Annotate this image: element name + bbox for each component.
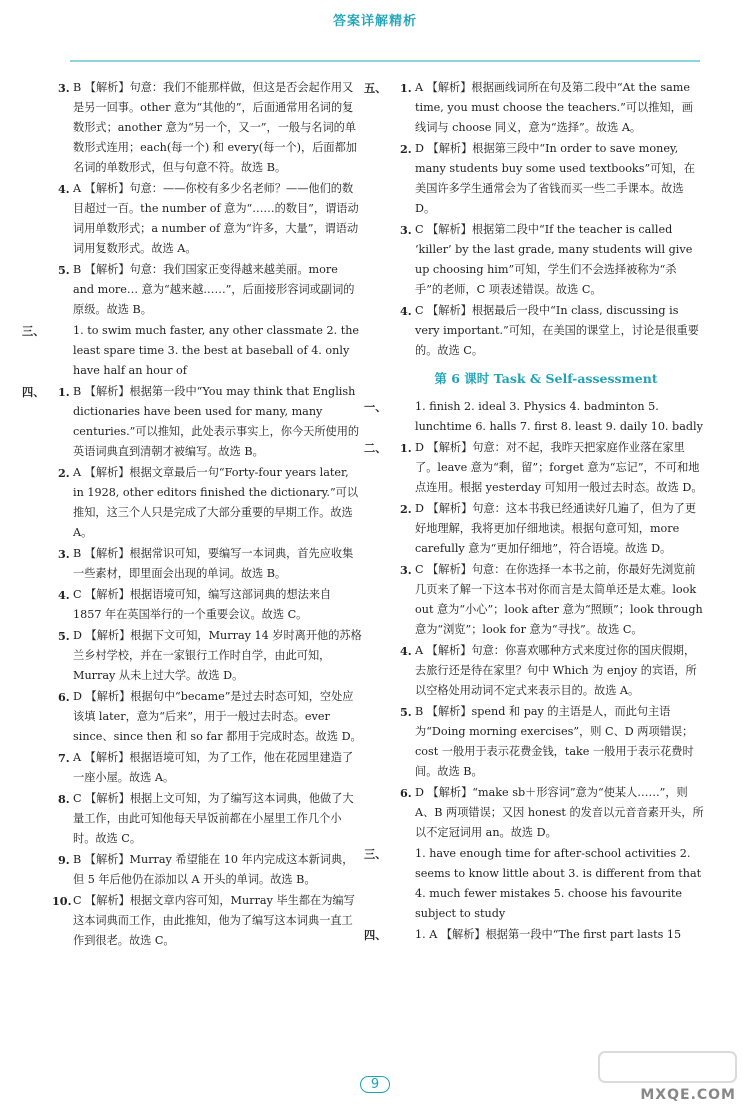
lesson-title: 第 6 课时 Task & Self-assessment bbox=[434, 371, 658, 386]
answer-item: 5. B 【解析】句意：我们国家正变得越来越美丽。more and more… 意为“越来越……”，后面接形容词或副词的原级。故选 B。 bbox=[58, 263, 355, 316]
right-column bbox=[364, 78, 704, 946]
header-divider bbox=[70, 60, 700, 62]
answer-item: 2. D 【解析】根据第三段中“In order to save money, many students buy some used textbooks”可知，在美国许多学生通常会为了省钱而买一些二手课本。故选 D。 bbox=[400, 142, 695, 215]
header-title: 答案详解精析 bbox=[332, 14, 417, 29]
answer-item: 2. D 【解析】句意：这本书我已经通读好几遍了，但为了更好地理解，我将更加仔细地读。根据句意可知，more carefully 意为“更加仔细地”，符合语境。故选 D。 bbox=[400, 502, 697, 555]
answer-item: 4. A 【解析】句意：你喜欢哪种方式来度过你的国庆假期，去旅行还是待在家里？句中 Which 为 enjoy 的宾语，所以空格处用动词不定式来表示目的。故选 A。 bbox=[400, 644, 697, 697]
section-four: 四、 1. A 【解析】根据第一段中“The first part lasts 15 bbox=[388, 925, 704, 945]
page-header bbox=[0, 0, 750, 70]
page-number: 9 bbox=[0, 1073, 750, 1093]
answer-item: 10. C 【解析】根据文章内容可知，Murray 毕生都在为编写这本词典而工作，由此推知，他为了编写这本词典一直工作到很老。故选 C。 bbox=[52, 894, 355, 947]
answer-item: 9. B 【解析】Murray 希望能在 10 年内完成这本新词典，但 5 年后他仍在添加以 A 开头的单词。故选 B。 bbox=[58, 853, 354, 886]
answer-item: 5. D 【解析】根据下文可知，Murray 14 岁时离开他的苏格兰乡村学校，并在一家银行工作时自学，由此可知，Murray 从未上过大学。故选 D。 bbox=[58, 629, 362, 682]
section-label: 三、 bbox=[22, 324, 45, 338]
section-three: 三、 1. to swim much faster, any other classmate 2. the least spare time 3. the best at baseball of 4. only have half an hour of bbox=[46, 321, 362, 381]
section-label: 五、 bbox=[364, 81, 387, 95]
answer-item: 五、 1. A 【解析】根据画线词所在句及第二段中“At the same time, you must choose the teachers.”可以推知，画线词与 choose 同义，意为“选择”。故选 A。 bbox=[388, 78, 704, 138]
section-one: 一、 1. finish 2. ideal 3. Physics 4. badminton 5. lunchtime 6. halls 7. first 8. least 9. daily 10. badly bbox=[388, 397, 704, 437]
section-label: 四、 bbox=[22, 385, 45, 399]
section-label: 三、 bbox=[364, 847, 387, 861]
answer-item: 3. C 【解析】句意：在你选择一本书之前，你最好先浏览前几页来了解一下这本书对你而言是太简单还是太难。look out 意为“小心”；look after 意为“照顾”；look through 意为“浏览”；look for 意为“寻找”。故选 C。 bbox=[400, 563, 703, 636]
answer-item: 7. A 【解析】根据语境可知，为了工作，他在花园里建造了一座小屋。故选 A。 bbox=[58, 751, 354, 784]
answer-item: 四、 1. B 【解析】根据第一段中“You may think that English dictionaries have been used for many, many centuries.”可以推知，此处表示事实上，你今天所使用的英语词典直到清朝才被编写。故选 B。 bbox=[46, 382, 362, 462]
answer-item: 3. C 【解析】根据第二段中“If the teacher is called ‘killer’ by the last grade, many students will give up choosing him”可知，学生们不会选择被称为“杀手”的老师，C 项表述错误。故选 C。 bbox=[400, 223, 693, 296]
answer-item: 8. C 【解析】根据上文可知，为了编写这本词典，他做了大量工作，由此可知他每天早饭前都在小屋里工作几个小时。故选 C。 bbox=[58, 792, 354, 845]
answer-item: 4. C 【解析】根据语境可知，编写这部词典的想法来自 1857 年在英国举行的一个重要会议。故选 C。 bbox=[58, 588, 332, 621]
answer-item: 4. C 【解析】根据最后一段中“In class, discussing is very important.”可知，在美国的课堂上，讨论是很重要的。故选 C。 bbox=[400, 304, 699, 357]
section-three: 三、 1. have enough time for after-school activities 2. seems to know little about 3. is different from that 4. much fewer mistakes 5. choose his favourite subject to study bbox=[388, 844, 704, 924]
section-label: 二、 bbox=[364, 441, 387, 455]
answer-item: 6. D 【解析】“make sb＋形容词”意为“使某人……”，则 A、B 两项错误；又因 honest 的发音以元音音素开头，所以不定冠词用 an。故选 D。 bbox=[400, 786, 704, 839]
section-label: 一、 bbox=[364, 400, 387, 414]
watermark-text: MXQE.COM bbox=[640, 1087, 736, 1103]
left-column bbox=[22, 78, 362, 952]
answer-item: 5. B 【解析】spend 和 pay 的主语是人，而此句主语为“Doing morning exercises”，则 C、D 两项错误；cost 一般用于表示花费金钱，take 一般用于表示花费时间。故选 B。 bbox=[400, 705, 694, 778]
section-label: 四、 bbox=[364, 928, 387, 942]
answer-item: 4. A 【解析】句意：——你校有多少名老师？——他们的数目超过一百。the number of 意为“……的数目”，谓语动词用单数形式；a number of 意为“许多，大量”，谓语动词用复数形式。故选 A。 bbox=[58, 182, 359, 255]
answer-item: 3. B 【解析】根据常识可知，要编写一本词典，首先应收集一些素材，即里面会出现的单词。故选 B。 bbox=[58, 547, 354, 580]
answer-item: 二、 1. D 【解析】句意：对不起，我昨天把家庭作业落在家里了。leave 意为“剩，留”；forget 意为“忘记”，不可和地点连用。根据 yesterday 可知用一般过去时态。故选 D。 bbox=[388, 438, 704, 498]
answer-item: 6. D 【解析】根据句中“became”是过去时态可知，空处应该填 later，意为“后来”，用于一般过去时态。ever since、since then 和 so far 都用于完成时态。故选 D。 bbox=[58, 690, 362, 743]
answer-item: 2. A 【解析】根据文章最后一句“Forty-four years later, in 1928, other editors finished the dictionary.”可以推知，这三个人只是完成了大部分重要的早期工作。故选 A。 bbox=[58, 466, 359, 539]
answer-item: 3. B 【解析】句意：我们不能那样做，但这是否会起作用又是另一回事。other 意为“其他的”，后面通常用名词的复数形式；another 意为“另一个，又一”，一般与名词的单数形式连用；each(每一个) 和 every(每一个)，后面都加名词的单数形式，但与句意不符。故选 B。 bbox=[58, 81, 357, 174]
